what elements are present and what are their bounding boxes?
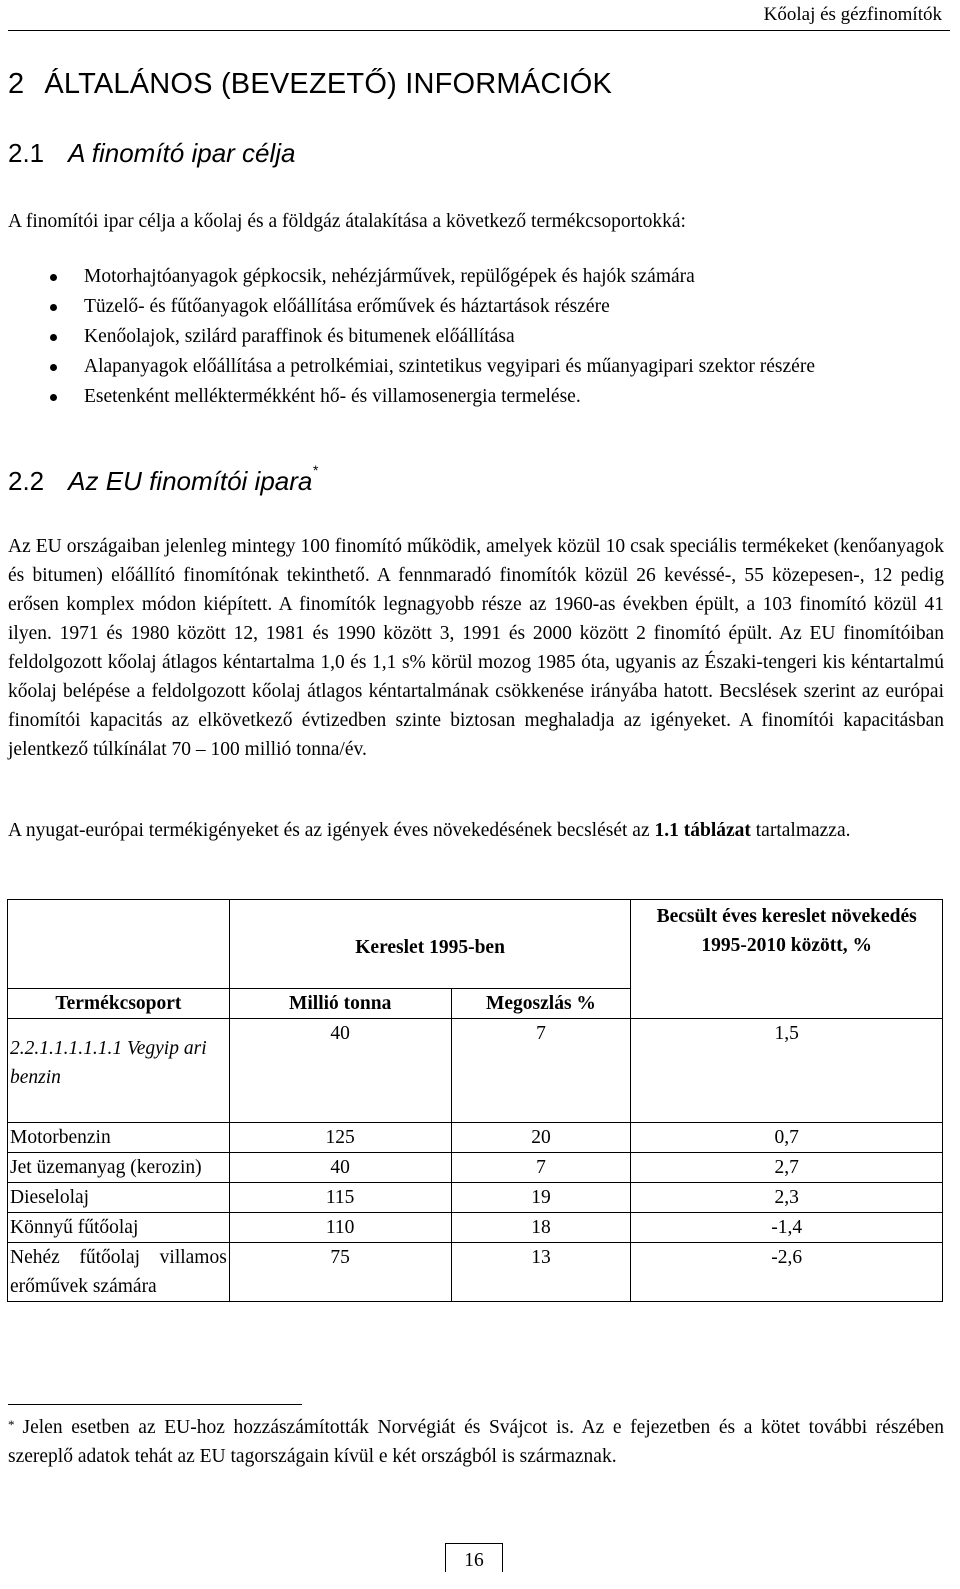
row-mt: 40	[229, 1019, 451, 1123]
footnote-marker: *	[8, 1417, 15, 1432]
table-row	[8, 1153, 943, 1183]
row-share: 20	[451, 1123, 631, 1153]
row-share: 13	[451, 1243, 631, 1302]
row-share: 7	[451, 1153, 631, 1183]
subsection-heading-2-2	[8, 462, 318, 497]
list-item: Alapanyagok előállítása a petrolkémiai, szintetikus vegyipari és műanyagipari szektor részére	[8, 352, 944, 382]
running-header: Kőolaj és gézfinomítók	[763, 4, 942, 25]
table-row	[8, 1123, 943, 1153]
section-number: 2	[8, 68, 25, 100]
demand-1995-header: Kereslet 1995-ben	[229, 900, 631, 989]
row-name: Nehéz fűtőolaj villamos erőművek számára	[8, 1243, 230, 1302]
row-mt: 125	[229, 1123, 451, 1153]
list-item: Kenőolajok, szilárd paraffinok és bitumenek előállítása	[8, 322, 944, 352]
row-share: 18	[451, 1213, 631, 1243]
row-growth: 2,3	[631, 1183, 943, 1213]
row-share: 7	[451, 1019, 631, 1123]
demand-table	[7, 899, 943, 1302]
page-number: 16	[445, 1543, 503, 1572]
row-name: Dieselolaj	[8, 1183, 230, 1213]
table-corner-cell	[8, 900, 230, 989]
share-header: Megoszlás %	[451, 989, 631, 1019]
row-mt: 75	[229, 1243, 451, 1302]
table-row	[8, 1019, 943, 1123]
bullet-icon	[50, 364, 57, 371]
footnote-text: Jelen esetben az EU-hoz hozzászámították Norvégiát és Svájcot is. Az e fejezetben és a kötet további részében szereplő adatok tehát az EU tagországain kívül e két országból is származnak.	[8, 1417, 944, 1467]
bullet-icon	[50, 304, 57, 311]
row-name: 2.2.1.1.1.1.1.1 Vegyip ari benzin	[8, 1019, 230, 1123]
header-rule	[8, 30, 950, 31]
row-mt: 110	[229, 1213, 451, 1243]
footnote	[8, 1413, 944, 1471]
list-item: Esetenként melléktermékként hő- és villamosenergia termelése.	[8, 382, 944, 412]
row-share: 19	[451, 1183, 631, 1213]
bullet-icon	[50, 334, 57, 341]
eu-refinery-paragraph: Az EU országaiban jelenleg mintegy 100 finomító működik, amelyek közül 10 csak speciális termékeket (kenőanyagok és bitumen) előállító finomítónak tekinthető. A fennmaradó finomítók közül 26 kevéssé-, 55 közepesen-, 12 pedig erősen komplex módon kiépített. A finomítók legnagyobb része az 1960-as években épült, a 103 finomító közül 41 ilyen. 1971 és 1980 között 12, 1981 és 1990 között 3, 1991 és 2000 között 2 finomító épült. Az EU finomítóiban feldolgozott kőolaj átlagos kéntartalma 1,0 és 1,1 s% körül mozog 1985 óta, ugyanis az Északi-tengeri kis kéntartalmú kőolaj belépése a feldolgozott kőolaj átlagos kéntartalmának csökkenése irányába hatott. Becslések szerint az európai finomítói kapacitás az elkövetkező évtizedben szinte biztosan meghaladja az igényeket. A finomítói kapacitásban jelentkező túlkínálat 70 – 100 millió tonna/év.	[8, 536, 944, 760]
subsection-heading-2-1	[8, 138, 296, 169]
row-growth: 2,7	[631, 1153, 943, 1183]
product-group-list	[8, 262, 944, 412]
row-mt: 115	[229, 1183, 451, 1213]
row-mt: 40	[229, 1153, 451, 1183]
row-growth: 0,7	[631, 1123, 943, 1153]
row-growth: 1,5	[631, 1019, 943, 1123]
table-reference-paragraph: A nyugat-európai termékigényeket és az igények éves növekedésének becslését az 1.1 táblázat tartalmazza.	[8, 820, 851, 841]
row-name: Motorbenzin	[8, 1123, 230, 1153]
footnote-separator	[8, 1404, 302, 1405]
list-item: Motorhajtóanyagok gépkocsik, nehézjárművek, repülőgépek és hajók számára	[8, 262, 944, 292]
subsection-title: A finomító ipar célja	[68, 138, 296, 168]
table-row	[8, 1213, 943, 1243]
row-growth: -1,4	[631, 1213, 943, 1243]
bullet-icon	[50, 394, 57, 401]
product-group-header: Termékcsoport	[8, 989, 230, 1019]
table-row	[8, 1243, 943, 1302]
section-title: ÁLTALÁNOS (BEVEZETŐ) INFORMÁCIÓK	[44, 68, 613, 100]
list-item: Tüzelő- és fűtőanyagok előállítása erőművek és háztartások részére	[8, 292, 944, 322]
footnote-marker: *	[312, 462, 318, 478]
section-heading	[8, 68, 612, 101]
intro-paragraph: A finomítói ipar célja a kőolaj és a földgáz átalakítása a következő termékcsoportokká:	[8, 211, 686, 232]
table-row	[8, 1183, 943, 1213]
growth-header: Becsült éves kereslet növekedés 1995-2010 között, %	[631, 900, 943, 1019]
million-tonnes-header: Millió tonna	[229, 989, 451, 1019]
subsection-number: 2.2	[8, 466, 45, 496]
row-name: Könnyű fűtőolaj	[8, 1213, 230, 1243]
subsection-number: 2.1	[8, 138, 45, 168]
row-name: Jet üzemanyag (kerozin)	[8, 1153, 230, 1183]
row-growth: -2,6	[631, 1243, 943, 1302]
subsection-title: Az EU finomítói ipara	[68, 466, 313, 496]
bullet-icon	[50, 274, 57, 281]
table-reference-link: 1.1 táblázat	[654, 820, 751, 841]
